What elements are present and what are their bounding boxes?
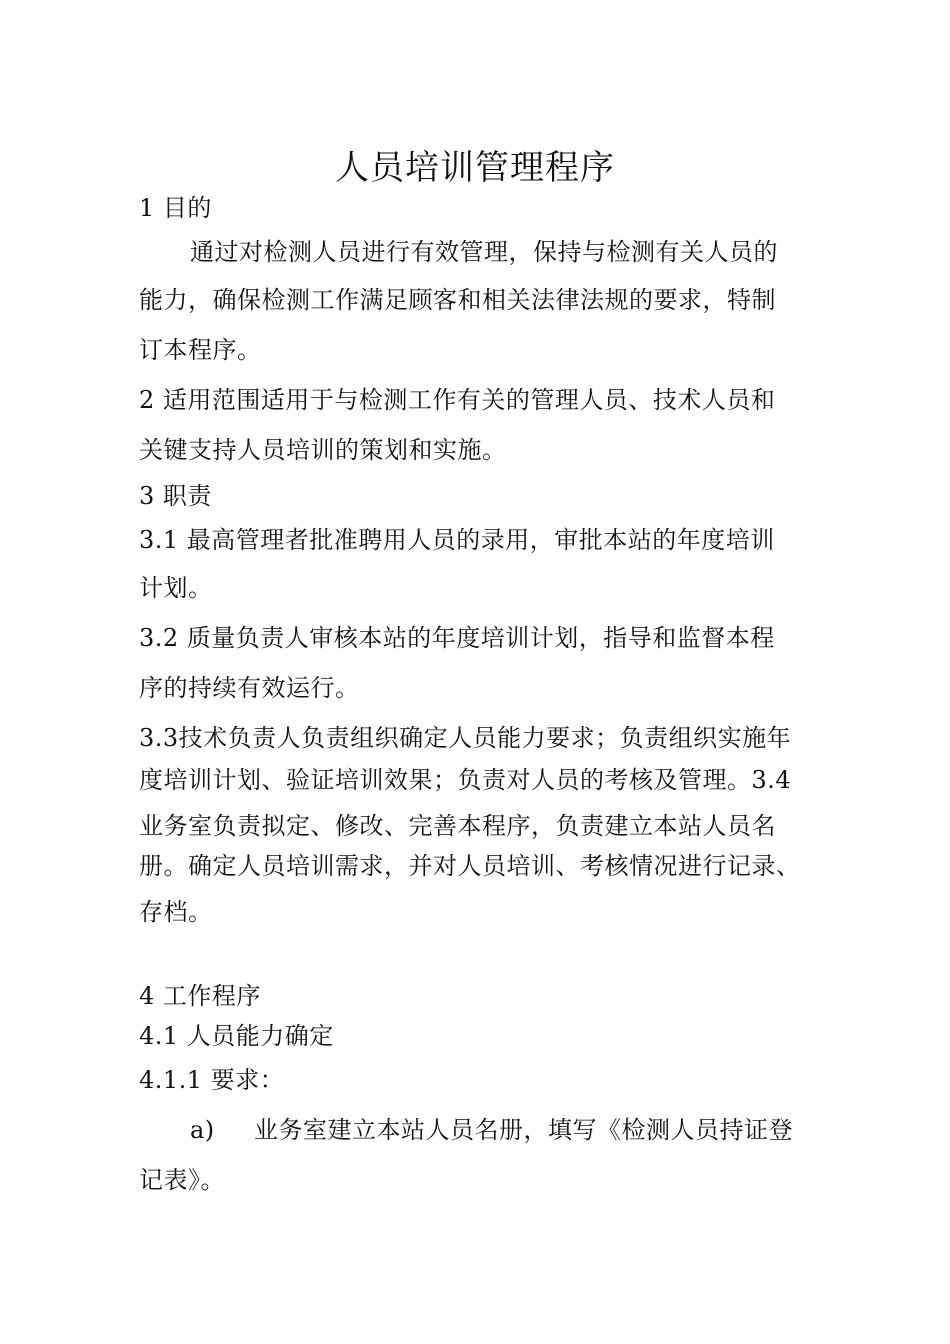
paragraph-line: 3.2 质量负责人审核本站的年度培训计划，指导和监督本程	[139, 624, 775, 652]
section-1-heading: 1 目的	[139, 194, 212, 222]
list-item-label: a)	[190, 1116, 215, 1144]
section-2-heading: 2 适用范围适用于与检测工作有关的管理人员、技术人员和	[139, 386, 776, 414]
section-4-heading: 4 工作程序	[139, 982, 261, 1010]
paragraph-line: 订本程序。	[139, 336, 262, 364]
paragraph-line: 3.1 最高管理者批准聘用人员的录用，审批本站的年度培训	[139, 526, 775, 554]
paragraph-line: 册。确定人员培训需求，并对人员培训、考核情况进行记录、	[139, 852, 801, 880]
page-title: 人员培训管理程序	[335, 148, 615, 188]
section-3-heading: 3 职责	[139, 482, 212, 510]
subsection-heading: 4.1.1 要求：	[139, 1066, 285, 1094]
paragraph-line: 度培训计划、验证培训效果；负责对人员的考核及管理。3.4	[139, 766, 792, 794]
paragraph-line: 3.3技术负责人负责组织确定人员能力要求；负责组织实施年	[139, 724, 792, 752]
paragraph-line: 通过对检测人员进行有效管理，保持与检测有关人员的	[190, 238, 778, 266]
paragraph-line: 序的持续有效运行。	[139, 674, 360, 702]
list-item-a	[190, 1110, 793, 1150]
paragraph-line: 记表》。	[139, 1166, 225, 1194]
paragraph-line: 计划。	[139, 574, 213, 602]
subsection-heading: 4.1 人员能力确定	[139, 1022, 334, 1050]
paragraph-line: 业务室负责拟定、修改、完善本程序，负责建立本站人员名	[139, 812, 776, 840]
paragraph-line: 关键支持人员培训的策划和实施。	[139, 436, 507, 464]
list-item-text: 业务室建立本站人员名册，填写《检测人员持证登	[254, 1116, 793, 1144]
paragraph-line: 存档。	[139, 898, 213, 926]
paragraph-line: 能力，确保检测工作满足顾客和相关法律法规的要求，特制	[139, 286, 776, 314]
